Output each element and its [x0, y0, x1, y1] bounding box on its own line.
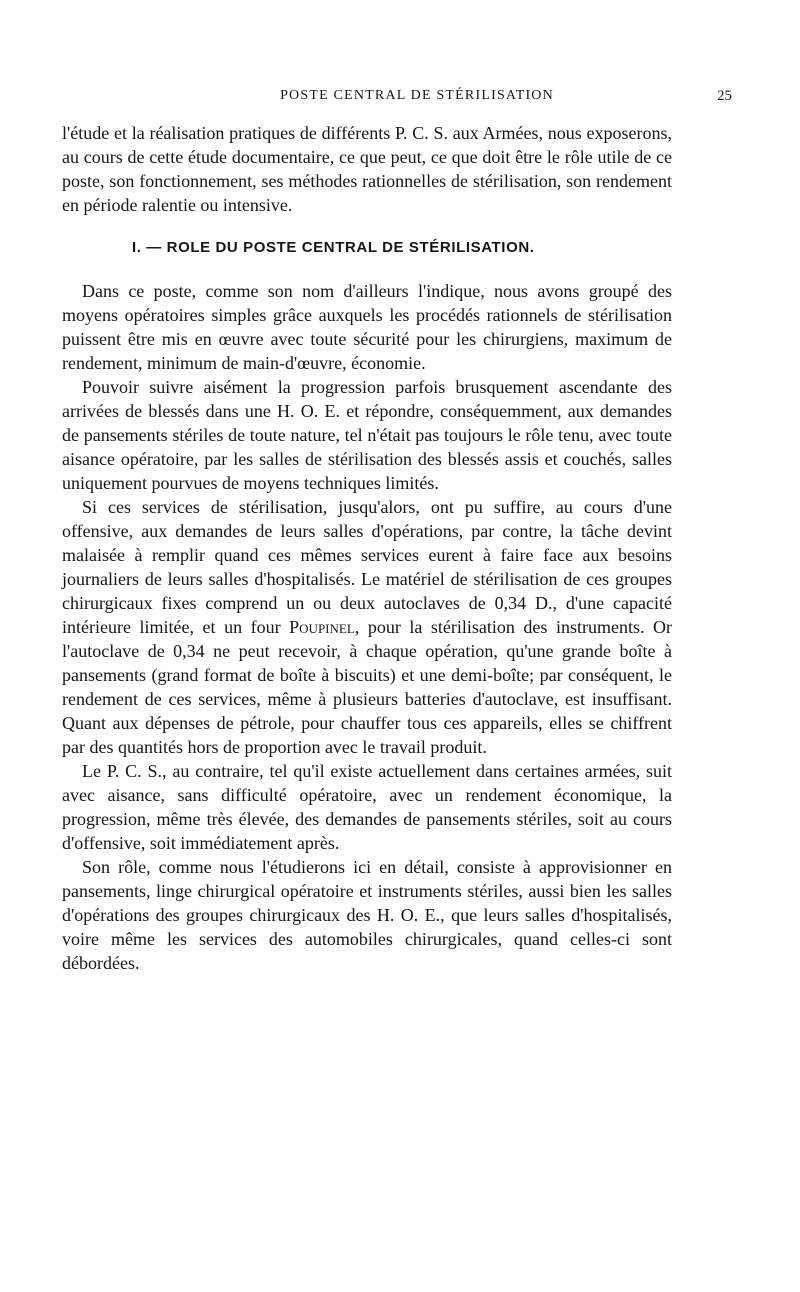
paragraph-3-part-1: Si ces services de stérilisation, jusqu'alors, ont pu suffire, au cours d'une offensive, aux demandes de leurs salles d'opérations, par contre, la tâche devint malaisée à remplir quand ces mêmes services eurent à faire face aux besoins journaliers de leurs salles d'hospitalisés. Le matériel de stérilisation de ces groupes chirurgicaux fixes comprend un ou deux autoclaves de 0,34 D., d'une capacité intérieure limitée, et un four — [62, 497, 672, 637]
page-number: 25 — [717, 88, 732, 104]
section-heading: I. — ROLE DU POSTE CENTRAL DE STÉRILISATION. — [132, 239, 535, 256]
paragraph-3 — [62, 495, 672, 759]
paragraph-3-part-2: , pour la stérilisation des instruments. Or l'autoclave de 0,34 ne peut recevoir, à chaque opération, qu'une grande boîte à pansements (grand format de boîte à biscuits) et une demi-boîte; par conséquent, le rendement de ces services, même à plusieurs batteries d'autoclave, est insuffisant. Quant aux dépenses de pétrole, pour chauffer tous ces appareils, elles se chiffrent par des quantités hors de proportion avec le travail produit. — [62, 617, 673, 757]
intro-paragraph: l'étude et la réalisation pratiques de différents P. C. S. aux Armées, nous exposerons, au cours de cette étude documentaire, ce que peut, ce que doit être le rôle utile de ce poste, son fonctionnement, ses méthodes rationnelles de stérilisation, son rendement en période ralentie ou intensive. — [62, 123, 672, 215]
person-name: Poupinel — [289, 617, 355, 637]
paragraph-5: Son rôle, comme nous l'étudierons ici en détail, consiste à approvisionner en pansements, linge chirurgical opératoire et instruments stériles, aussi bien les salles d'opérations des groupes chirurgicaux des H. O. E., que leurs salles d'hospitalisés, voire même les services des automobiles chirurgicales, quand celles-ci sont débordées. — [62, 857, 672, 973]
running-header — [62, 88, 732, 108]
running-title: POSTE CENTRAL DE STÉRILISATION — [280, 88, 554, 103]
body-text — [62, 121, 672, 975]
paragraph-1: Dans ce poste, comme son nom d'ailleurs l'indique, nous avons groupé des moyens opératoires simples grâce auxquels les procédés rationnels de stérilisation puissent être mis en œuvre avec toute sécurité pour les chirurgiens, maximum de rendement, minimum de main-d'œuvre, économie. — [62, 281, 672, 373]
paragraph-2: Pouvoir suivre aisément la progression parfois brusquement ascendante des arrivées de blessés dans une H. O. E. et répondre, conséquemment, aux demandes de pansements stériles de toute nature, tel n'était pas toujours le rôle tenu, avec toute aisance opératoire, par les salles de stérilisation des blessés assis et couchés, salles uniquement pourvues de moyens techniques limités. — [62, 377, 672, 493]
paragraph-4: Le P. C. S., au contraire, tel qu'il existe actuellement dans certaines armées, suit avec aisance, sans difficulté opératoire, avec un rendement économique, la progression, même très élevée, des demandes de pansements stériles, soit au cours d'offensive, soit immédiatement après. — [62, 761, 672, 853]
